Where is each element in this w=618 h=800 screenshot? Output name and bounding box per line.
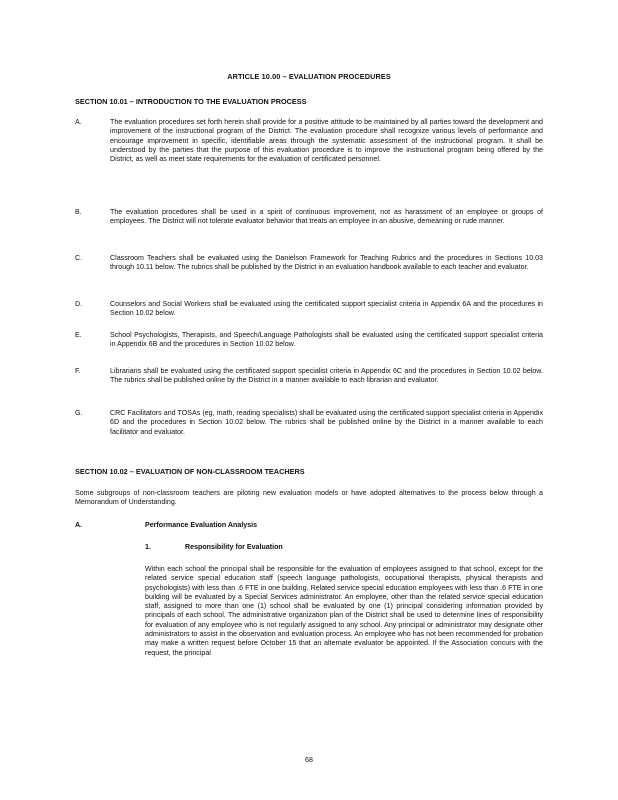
subsection-title: Performance Evaluation Analysis [145, 521, 258, 529]
item-text: The evaluation procedures shall be used in a spirit of continuous improvement, not as harassment of an employee or groups of employees. The District will not tolerate evaluator behavior that treats an employee in an abusive, demeaning or rude manner. [110, 208, 543, 226]
item-text: Counselors and Social Workers shall be evaluated using the certificated support specialist criteria in Appendix 6A and the procedures in Section 10.02 below. [110, 300, 543, 318]
item-label: G. [75, 409, 83, 417]
article-title: ARTICLE 10.00 – EVALUATION PROCEDURES [227, 72, 391, 81]
item-label: E. [75, 331, 82, 339]
item-text: CRC Facilitators and TOSAs (eg, math, reading specialists) shall be evaluated using the certificated support specialist criteria in Appendix 6D and the procedures in Section 10.02 below. The rubrics shall be published online by the District in a manner available to each facilitator and evaluator. [110, 409, 543, 436]
subsection-label: A. [75, 521, 83, 529]
item-label: D. [75, 300, 83, 308]
item-text: School Psychologists, Therapists, and Speech/Language Pathologists shall be evaluated using the certificated support specialist criteria in Appendix 6B and the procedures in Section 10.02 below. [110, 331, 543, 349]
sub-item-title: Responsibility for Evaluation [185, 543, 283, 551]
section-heading-10-01: SECTION 10.01 – INTRODUCTION TO THE EVALUATION PROCESS [75, 97, 307, 106]
section-intro: Some subgroups of non-classroom teachers are piloting new evaluation models or have adopted alternatives to the process below through a Memorandum of Understanding. [75, 489, 543, 507]
item-label: F. [75, 367, 81, 375]
item-label: C. [75, 254, 83, 262]
item-label: A. [75, 118, 82, 126]
page-number: 68 [305, 756, 313, 764]
item-label: B. [75, 208, 82, 216]
sub-item-label: 1. [145, 543, 151, 551]
item-text: Librarians shall be evaluated using the certificated support specialist criteria in Appendix 6C and the procedures in Section 10.02 below. The rubrics shall be published online by the District in a manner available to each librarian and evaluator. [110, 367, 543, 385]
item-text: The evaluation procedures set forth herein shall provide for a positive attitude to be maintained by all parties toward the development and improvement of the instructional program of the District. The evaluation procedure shall recognize various levels of performance and encourage improvement in specific, identifiable areas through the systematic assessment of the instructional program. It shall be understood by the parties that the purpose of this evaluation procedure is to improve the instructional program being offered by the District, as well as meet state requirements for the evaluation of certificated personnel. [110, 118, 543, 164]
section-heading-10-02: SECTION 10.02 – EVALUATION OF NON-CLASSROOM TEACHERS [75, 467, 305, 476]
body-paragraph: Within each school the principal shall be responsible for the evaluation of employees assigned to that school, except for the related service special education staff (speech language pathologists, occupational therapists, physical therapists and psychologists) with less than .6 FTE in one building. Related service special education employees with less than .6 FTE in one building will be evaluated by a Special Services administrator. An employee, other than the related service special education staff, assigned to more than one (1) school shall be evaluated by one (1) principal considering information provided by principals of each school. The administrative organization plan of the District shall be used to determine lines of responsibility for evaluation of any employee who is not regularly assigned to any school. Any principal or administrator may designate other administrators to assist in the observation and evaluation process. An employee who has not been recommended for probation may make a written request before October 15 that an alternate evaluator be appointed. If the Association concurs with the request, the principal [145, 565, 543, 657]
item-text: Classroom Teachers shall be evaluated using the Danielson Framework for Teaching Rubrics and the procedures in Sections 10.03 through 10.11 below. The rubrics shall be published by the District in an evaluation handbook available to each teacher and evaluator. [110, 254, 543, 272]
